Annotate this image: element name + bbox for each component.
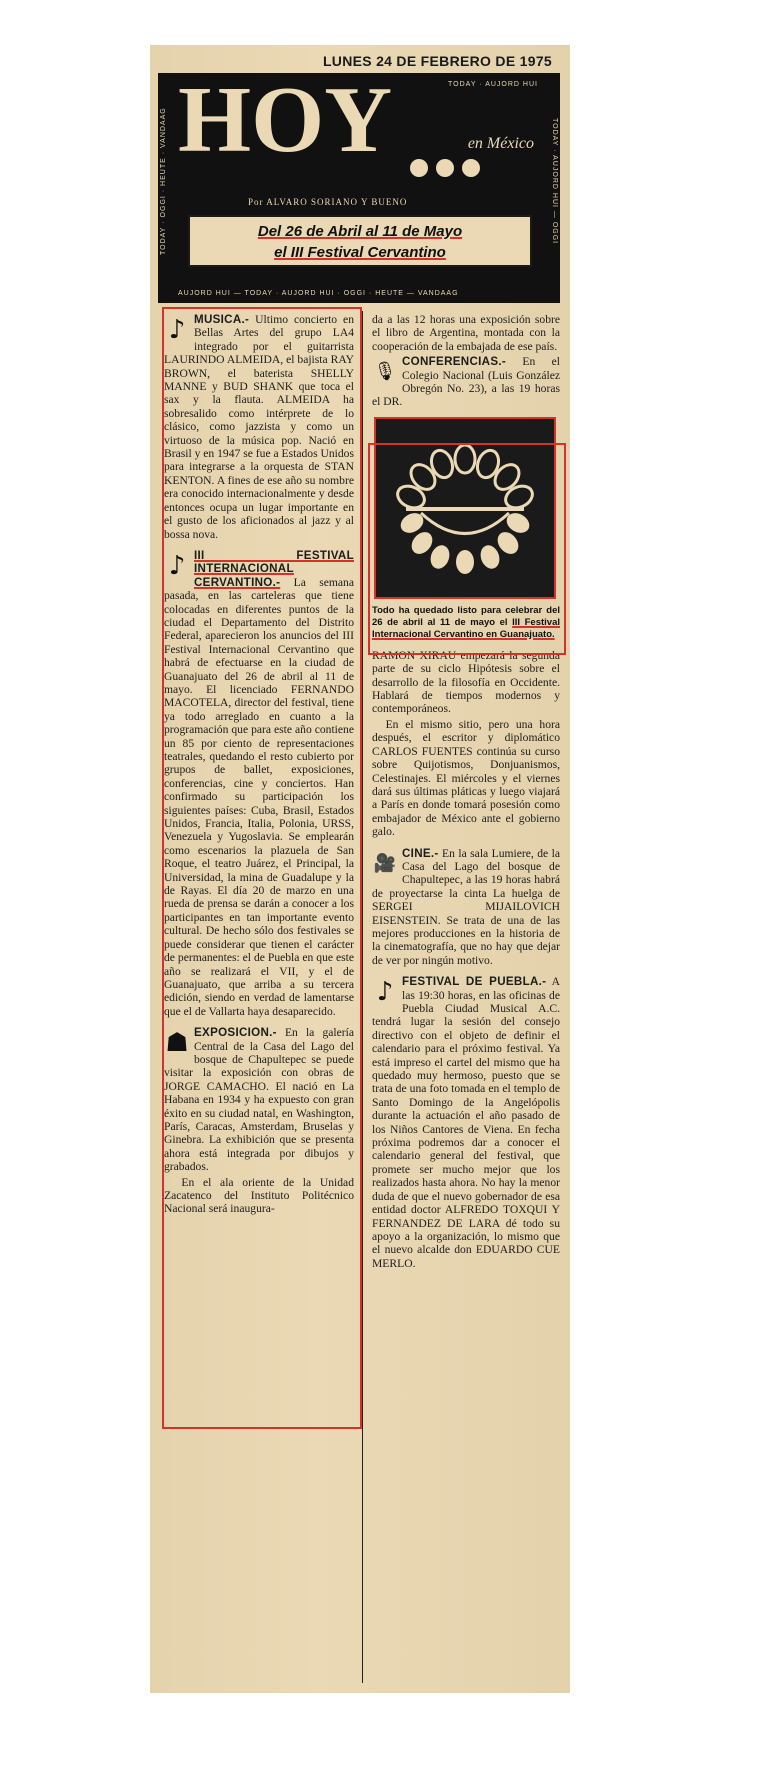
intro-text: da a las 12 horas una exposición sobre el libro de Argentina, montada con la cooperación de la embajada de ese país. <box>372 313 560 353</box>
music-note-icon: ♪ <box>376 977 394 1008</box>
musica-text: Ultimo concierto en Bellas Artes del grupo LA4 integrado por el guitarrista LAURINDO ALMEIDA, el bajista RAY BROWN, el baterista SHELLY MANNE y BUD SHANK que toca el sax y la flauta. ALMEIDA ha sobresalido como intérprete de lo clásico, como jazzista y como un virtuoso de la música pop. Nació en Brasil y en 1947 se fue a Estados Unidos para integrarse a la orquesta de STAN KENTON. A fines de ese año su nombre era conocido internacionalmente y desde entonces ocupa un lugar importante en el gusto de los aficionados al jazz y al bossa nova. <box>164 313 354 541</box>
cine-title: CINE.- <box>402 846 439 860</box>
music-note-icon: ♪ <box>168 550 186 581</box>
exposicion-text-2: En el ala oriente de la Unidad Zacatenco del Instituto Politécnico Nacional será inaugura- <box>164 1175 354 1216</box>
masthead-title: HOY <box>178 68 393 172</box>
masthead-side-left: TODAY · OGGI · HEUTE · VANDAAG <box>160 107 167 255</box>
conferencias-title: CONFERENCIAS.- <box>402 355 507 369</box>
festival-section <box>164 549 354 1020</box>
masthead-ellipsis <box>410 159 482 179</box>
fuentes-text: En el mismo sitio, pero una hora después, el escritor y diplomático CARLOS FUENTES continúa su curso sobre Quijotismos, Donjuanismos, Celestinajes. El miércoles y el viernes dará sus últimas pláticas y luego viajará a París en donde tomará posesión como embajador de México ante el gobierno galo. <box>372 717 560 839</box>
masthead-today-top: TODAY · AUJORD HUI <box>448 81 538 88</box>
left-column <box>164 313 354 1683</box>
conferencias-section <box>372 355 560 411</box>
conferencias-text: En el Colegio Nacional (Luis González Obregón No. 23), a las 19 horas el DR. <box>372 355 560 409</box>
music-note-icon: ♪ <box>168 315 186 345</box>
dateline: LUNES 24 DE FEBRERO DE 1975 <box>322 53 552 69</box>
exposicion-section <box>164 1026 354 1218</box>
headline-line-2: el III Festival Cervantino <box>274 244 446 261</box>
exposicion-title: EXPOSICION.- <box>194 1026 277 1040</box>
puebla-title: FESTIVAL DE PUEBLA.- <box>402 975 547 989</box>
festival-logo-graphic <box>376 419 554 597</box>
musica-title: MUSICA.- <box>194 313 250 326</box>
newspaper-clipping <box>150 45 570 1693</box>
exposicion-text: En la galería Central de la Casa del Lago del bosque de Chapultepec se puede visitar la exposición con obras de JORGE CAMACHO. El nació en La Habana en 1934 y ha expuesto con gran éxito en su ciudad natal, en Washington, París, Caracas, Amsterdam, Bruselas y Ginebra. La exhibición que se presenta ahora está integrada por dibujos y grabados. <box>164 1026 354 1174</box>
cine-text: En la sala Lumiere, de la Casa del Lago del bosque de Chapultepec, a las 19 horas habrá de proyectarse la cinta La huelga de SERGEI MIJAILOVICH EISENSTEIN. Se trata de una de las mejores producciones en la historia de la cinematografía, que no hay que dejar de ver por ningún motivo. <box>372 846 560 967</box>
festival-title: III FESTIVAL INTERNACIONAL CERVANTINO.- <box>194 548 354 589</box>
festival-text: La semana pasada, en las carteleras que tiene colocadas en diferentes puntos de la ciudad el Departamento del Distrito Federal, aparecieron los anuncios del III Festival Internacional Cervantino que habrá de efectuarse en la ciudad de Guanajuato del 26 de abril al 11 de mayo. El licenciado FERNANDO MACOTELA, director del festival, tiene ya todo arreglado en cuanto a la programación que para este año contiene un 85 por ciento de representaciones teatrales, quedando el resto cubierto por grupos de ballet, exposiciones, conferencias, cine y conciertos. Han confirmado su participación los siguientes países: Cuba, Brasil, Estados Unidos, Francia, Italia, Polonia, URSS, Venezuela y Yugoslavia. Se emplearán como escenarios la plazuela de San Roque, el teatro Juárez, el Principal, la Universidad, la mina de Guadalupe y la de Rayas. El día 20 de marzo en una rueda de prensa se darán a conocer a los participantes en tan importante evento cultural. De hecho sólo dos festivales se puede considerar que tienen el carácter de permanentes: el de Puebla en que este año se realizará el VII, y el de Guanajuato, que arriba a su tercera edición, siendo en verdad de lamentarse que el de Vallarta haya desaparecido. <box>164 575 354 1018</box>
column-divider <box>362 311 363 1683</box>
masthead-today-bottom: AUJORD HUI — TODAY · AUJORD HUI · OGGI · HEUTE — VANDAAG <box>178 290 459 297</box>
puebla-section <box>372 975 560 1272</box>
masthead-side-right: TODAY · AUJORD HUI — OGGI <box>551 117 558 245</box>
cine-section <box>372 847 560 970</box>
right-column <box>372 313 560 1683</box>
film-camera-icon: 🎥 <box>373 852 397 874</box>
headline-box <box>188 215 532 267</box>
byline: Por ALVARO SORIANO Y BUENO <box>248 197 408 207</box>
microphone-icon: 🎙 <box>373 361 397 383</box>
musica-section <box>164 313 354 543</box>
headline-line-1: Del 26 de Abril al 11 de Mayo <box>257 223 463 240</box>
caption-line-1: Todo ha quedado listo para celebrar del 26 de abril al 11 de mayo el <box>372 604 560 628</box>
person-silhouette-icon: ☗ <box>165 1028 189 1059</box>
masthead <box>158 68 560 303</box>
caption-line-2: III Festival Internacional Cervantino en Guanajuato. <box>372 616 560 640</box>
puebla-text: A las 19:30 horas, en las oficinas de Puebla Ciudad Musical A.C. tendrá lugar la sesión del consejo directivo con el objeto de definir el calendario para el próximo festival. Ya está impreso el cartel del mismo que ha quedado muy hermoso, puesto que se trata de una foto tomada en el templo de Santo Domingo de la Angelópolis durante la actuación el año pasado de los Niños Cantores de Viena. En fecha próxima podremos dar a conocer el calendario general del festival, que promete ser mucho mejor que los realizados hasta ahora. No hay la menor duda de que el nuevo gobernador de esa entidad doctor ALFREDO TOXQUI Y FERNANDEZ DE LARA dé todo su apoyo a la organización, lo mismo que el nuevo alcalde don EDUARDO CUE MERLO. <box>372 975 560 1270</box>
festival-logo <box>374 417 556 599</box>
masthead-subtitle: en México <box>467 135 534 152</box>
logo-caption <box>372 605 560 641</box>
xirau-text: RAMON XIRAU empezará la segunda parte de su ciclo Hipótesis sobre el desarrollo de la filosofía en Occidente. Hablará de tiempos modernos y contemporáneos. <box>372 648 560 716</box>
